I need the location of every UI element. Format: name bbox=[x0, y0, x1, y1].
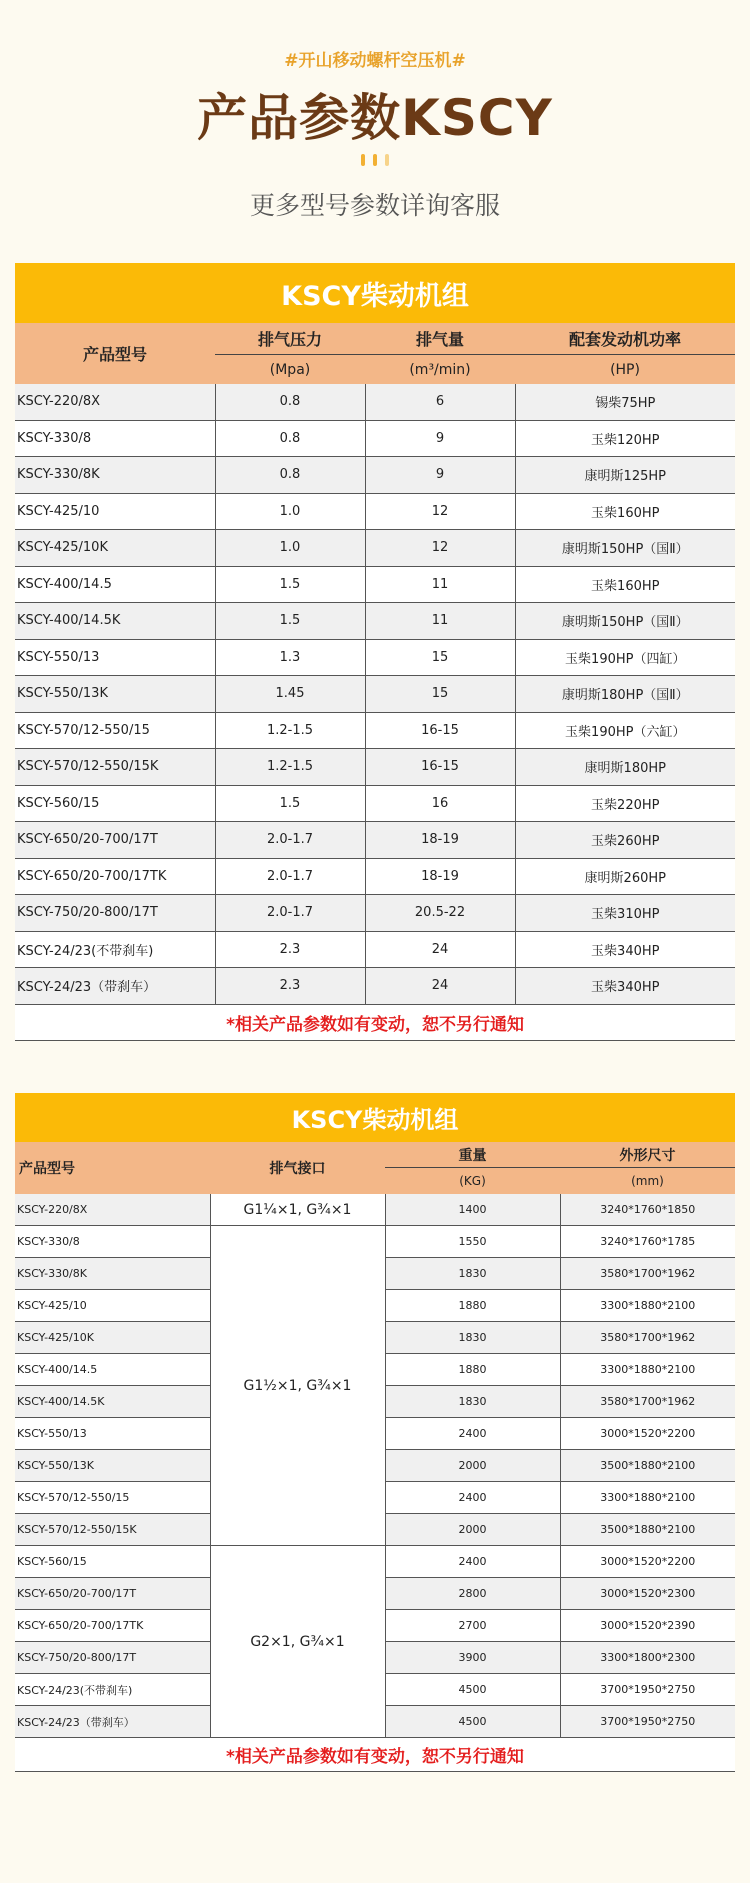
cell-weight: 1880 bbox=[385, 1354, 560, 1386]
table-row bbox=[15, 785, 735, 822]
cell-weight: 2000 bbox=[385, 1450, 560, 1482]
cell-weight: 3900 bbox=[385, 1642, 560, 1674]
cell-size: 3000*1520*2390 bbox=[560, 1610, 735, 1642]
header-pressure-unit: (Mpa) bbox=[215, 355, 365, 385]
cell-size: 3500*1880*2100 bbox=[560, 1450, 735, 1482]
header-weight-unit: (KG) bbox=[385, 1168, 560, 1195]
header-pressure: 排气压力 bbox=[215, 323, 365, 355]
cell-weight: 2400 bbox=[385, 1418, 560, 1450]
cell-power: 玉柴260HP bbox=[515, 822, 735, 859]
cell-pressure: 1.0 bbox=[215, 493, 365, 530]
cell-pressure: 1.5 bbox=[215, 785, 365, 822]
cell-model: KSCY-560/15 bbox=[15, 785, 215, 822]
spec-table-performance bbox=[15, 263, 735, 1041]
page-title: 产品参数KSCY bbox=[197, 89, 553, 147]
cell-weight: 2400 bbox=[385, 1482, 560, 1514]
cell-model: KSCY-425/10K bbox=[15, 1322, 210, 1354]
cell-pressure: 2.0-1.7 bbox=[215, 858, 365, 895]
cell-weight: 1880 bbox=[385, 1290, 560, 1322]
table-row bbox=[15, 639, 735, 676]
table-row bbox=[15, 822, 735, 859]
cell-size: 3240*1760*1785 bbox=[560, 1226, 735, 1258]
cell-pressure: 0.8 bbox=[215, 420, 365, 457]
cell-weight: 2700 bbox=[385, 1610, 560, 1642]
cell-size: 3300*1880*2100 bbox=[560, 1290, 735, 1322]
cell-pressure: 1.5 bbox=[215, 603, 365, 640]
hashtag-label: #开山移动螺杆空压机# bbox=[284, 51, 466, 71]
cell-port: G2×1, G¾×1 bbox=[210, 1546, 385, 1738]
page-subtitle: 更多型号参数详询客服 bbox=[249, 191, 500, 220]
header-size: 外形尺寸 bbox=[560, 1142, 735, 1168]
cell-model: KSCY-400/14.5 bbox=[15, 566, 215, 603]
header-port: 排气接口 bbox=[210, 1142, 385, 1194]
cell-pressure: 2.0-1.7 bbox=[215, 822, 365, 859]
cell-power: 康明斯150HP（国Ⅱ） bbox=[515, 603, 735, 640]
table-row bbox=[15, 968, 735, 1005]
table-row bbox=[15, 712, 735, 749]
cell-model: KSCY-400/14.5K bbox=[15, 1386, 210, 1418]
table-row bbox=[15, 931, 735, 968]
cell-model: KSCY-24/23（带刹车） bbox=[15, 968, 215, 1005]
header-model: 产品型号 bbox=[15, 1142, 210, 1194]
table-row bbox=[15, 420, 735, 457]
cell-model: KSCY-330/8 bbox=[15, 1226, 210, 1258]
cell-pressure: 1.2-1.5 bbox=[215, 749, 365, 786]
cell-power: 玉柴340HP bbox=[515, 931, 735, 968]
cell-power: 玉柴310HP bbox=[515, 895, 735, 932]
table-row bbox=[15, 457, 735, 494]
cell-model: KSCY-24/23（带刹车） bbox=[15, 1706, 210, 1738]
cell-model: KSCY-550/13 bbox=[15, 639, 215, 676]
cell-power: 玉柴190HP（四缸） bbox=[515, 639, 735, 676]
bar-mark bbox=[361, 154, 365, 166]
table-row bbox=[15, 858, 735, 895]
cell-model: KSCY-425/10 bbox=[15, 1290, 210, 1322]
cell-power: 玉柴340HP bbox=[515, 968, 735, 1005]
cell-model: KSCY-425/10 bbox=[15, 493, 215, 530]
cell-size: 3300*1880*2100 bbox=[560, 1354, 735, 1386]
cell-size: 3580*1700*1962 bbox=[560, 1386, 735, 1418]
table-row bbox=[15, 1226, 735, 1258]
bar-mark bbox=[385, 154, 389, 166]
cell-pressure: 1.45 bbox=[215, 676, 365, 713]
cell-volume: 12 bbox=[365, 530, 515, 567]
table-row bbox=[15, 1194, 735, 1226]
cell-weight: 4500 bbox=[385, 1706, 560, 1738]
cell-model: KSCY-550/13 bbox=[15, 1418, 210, 1450]
cell-model: KSCY-400/14.5K bbox=[15, 603, 215, 640]
cell-port: G1¼×1, G¾×1 bbox=[210, 1194, 385, 1226]
table-row bbox=[15, 749, 735, 786]
cell-weight: 1830 bbox=[385, 1386, 560, 1418]
cell-power: 锡柴75HP bbox=[515, 384, 735, 420]
cell-power: 玉柴120HP bbox=[515, 420, 735, 457]
cell-model: KSCY-560/15 bbox=[15, 1546, 210, 1578]
cell-model: KSCY-425/10K bbox=[15, 530, 215, 567]
cell-pressure: 1.3 bbox=[215, 639, 365, 676]
cell-pressure: 2.3 bbox=[215, 968, 365, 1005]
cell-volume: 11 bbox=[365, 603, 515, 640]
cell-pressure: 2.0-1.7 bbox=[215, 895, 365, 932]
cell-pressure: 0.8 bbox=[215, 457, 365, 494]
header-power: 配套发动机功率 bbox=[515, 323, 735, 355]
cell-model: KSCY-400/14.5 bbox=[15, 1354, 210, 1386]
table-row bbox=[15, 676, 735, 713]
table-row bbox=[15, 1546, 735, 1578]
cell-volume: 18-19 bbox=[365, 822, 515, 859]
header-volume: 排气量 bbox=[365, 323, 515, 355]
cell-size: 3240*1760*1850 bbox=[560, 1194, 735, 1226]
cell-volume: 24 bbox=[365, 931, 515, 968]
cell-size: 3700*1950*2750 bbox=[560, 1706, 735, 1738]
header-model: 产品型号 bbox=[15, 323, 215, 384]
cell-power: 康明斯125HP bbox=[515, 457, 735, 494]
cell-weight: 2000 bbox=[385, 1514, 560, 1546]
cell-model: KSCY-330/8K bbox=[15, 1258, 210, 1290]
cell-volume: 16-15 bbox=[365, 712, 515, 749]
cell-model: KSCY-24/23(不带刹车) bbox=[15, 1674, 210, 1706]
cell-pressure: 1.5 bbox=[215, 566, 365, 603]
cell-model: KSCY-570/12-550/15K bbox=[15, 749, 215, 786]
cell-volume: 15 bbox=[365, 639, 515, 676]
cell-weight: 1830 bbox=[385, 1322, 560, 1354]
cell-weight: 1550 bbox=[385, 1226, 560, 1258]
cell-model: KSCY-550/13K bbox=[15, 676, 215, 713]
table-band-title: KSCY柴动机组 bbox=[15, 263, 735, 323]
cell-power: 康明斯260HP bbox=[515, 858, 735, 895]
cell-volume: 18-19 bbox=[365, 858, 515, 895]
header-power-unit: (HP) bbox=[515, 355, 735, 385]
cell-power: 玉柴220HP bbox=[515, 785, 735, 822]
cell-model: KSCY-330/8K bbox=[15, 457, 215, 494]
table-row bbox=[15, 566, 735, 603]
cell-model: KSCY-650/20-700/17TK bbox=[15, 1610, 210, 1642]
cell-volume: 16-15 bbox=[365, 749, 515, 786]
cell-volume: 9 bbox=[365, 457, 515, 494]
header-size-unit: (mm) bbox=[560, 1168, 735, 1195]
cell-volume: 12 bbox=[365, 493, 515, 530]
disclaimer-note: *相关产品参数如有变动，恕不另行通知 bbox=[15, 1738, 735, 1772]
table-row bbox=[15, 384, 735, 420]
cell-model: KSCY-650/20-700/17T bbox=[15, 1578, 210, 1610]
cell-volume: 6 bbox=[365, 384, 515, 420]
cell-pressure: 1.2-1.5 bbox=[215, 712, 365, 749]
cell-size: 3580*1700*1962 bbox=[560, 1322, 735, 1354]
cell-size: 3300*1800*2300 bbox=[560, 1642, 735, 1674]
cell-volume: 11 bbox=[365, 566, 515, 603]
cell-power: 玉柴160HP bbox=[515, 566, 735, 603]
cell-power: 玉柴190HP（六缸） bbox=[515, 712, 735, 749]
table-row bbox=[15, 895, 735, 932]
cell-pressure: 2.3 bbox=[215, 931, 365, 968]
cell-weight: 4500 bbox=[385, 1674, 560, 1706]
cell-volume: 15 bbox=[365, 676, 515, 713]
cell-model: KSCY-220/8X bbox=[15, 384, 215, 420]
cell-power: 康明斯180HP（国Ⅱ） bbox=[515, 676, 735, 713]
table-row bbox=[15, 530, 735, 567]
cell-model: KSCY-750/20-800/17T bbox=[15, 1642, 210, 1674]
cell-weight: 1400 bbox=[385, 1194, 560, 1226]
cell-model: KSCY-570/12-550/15 bbox=[15, 712, 215, 749]
table-row bbox=[15, 493, 735, 530]
cell-size: 3300*1880*2100 bbox=[560, 1482, 735, 1514]
cell-weight: 2800 bbox=[385, 1578, 560, 1610]
cell-power: 玉柴160HP bbox=[515, 493, 735, 530]
cell-power: 康明斯180HP bbox=[515, 749, 735, 786]
cell-model: KSCY-570/12-550/15K bbox=[15, 1514, 210, 1546]
cell-size: 3500*1880*2100 bbox=[560, 1514, 735, 1546]
cell-volume: 9 bbox=[365, 420, 515, 457]
bar-mark bbox=[373, 154, 377, 166]
cell-size: 3000*1520*2200 bbox=[560, 1418, 735, 1450]
header-weight: 重量 bbox=[385, 1142, 560, 1168]
disclaimer-note: *相关产品参数如有变动，恕不另行通知 bbox=[15, 1004, 735, 1040]
cell-volume: 16 bbox=[365, 785, 515, 822]
cell-power: 康明斯150HP（国Ⅱ） bbox=[515, 530, 735, 567]
cell-model: KSCY-650/20-700/17TK bbox=[15, 858, 215, 895]
table-band-title: KSCY柴动机组 bbox=[15, 1093, 735, 1142]
cell-size: 3580*1700*1962 bbox=[560, 1258, 735, 1290]
decorative-bars bbox=[0, 154, 750, 166]
cell-weight: 1830 bbox=[385, 1258, 560, 1290]
cell-model: KSCY-650/20-700/17T bbox=[15, 822, 215, 859]
cell-size: 3700*1950*2750 bbox=[560, 1674, 735, 1706]
cell-model: KSCY-220/8X bbox=[15, 1194, 210, 1226]
cell-port: G1½×1, G¾×1 bbox=[210, 1226, 385, 1546]
cell-weight: 2400 bbox=[385, 1546, 560, 1578]
cell-pressure: 0.8 bbox=[215, 384, 365, 420]
header-volume-unit: (m³/min) bbox=[365, 355, 515, 385]
cell-model: KSCY-24/23(不带刹车) bbox=[15, 931, 215, 968]
cell-model: KSCY-550/13K bbox=[15, 1450, 210, 1482]
cell-volume: 24 bbox=[365, 968, 515, 1005]
cell-size: 3000*1520*2300 bbox=[560, 1578, 735, 1610]
cell-volume: 20.5-22 bbox=[365, 895, 515, 932]
cell-model: KSCY-330/8 bbox=[15, 420, 215, 457]
table-row bbox=[15, 603, 735, 640]
cell-size: 3000*1520*2200 bbox=[560, 1546, 735, 1578]
cell-model: KSCY-570/12-550/15 bbox=[15, 1482, 210, 1514]
spec-table-dimensions bbox=[15, 1093, 735, 1772]
cell-pressure: 1.0 bbox=[215, 530, 365, 567]
cell-model: KSCY-750/20-800/17T bbox=[15, 895, 215, 932]
